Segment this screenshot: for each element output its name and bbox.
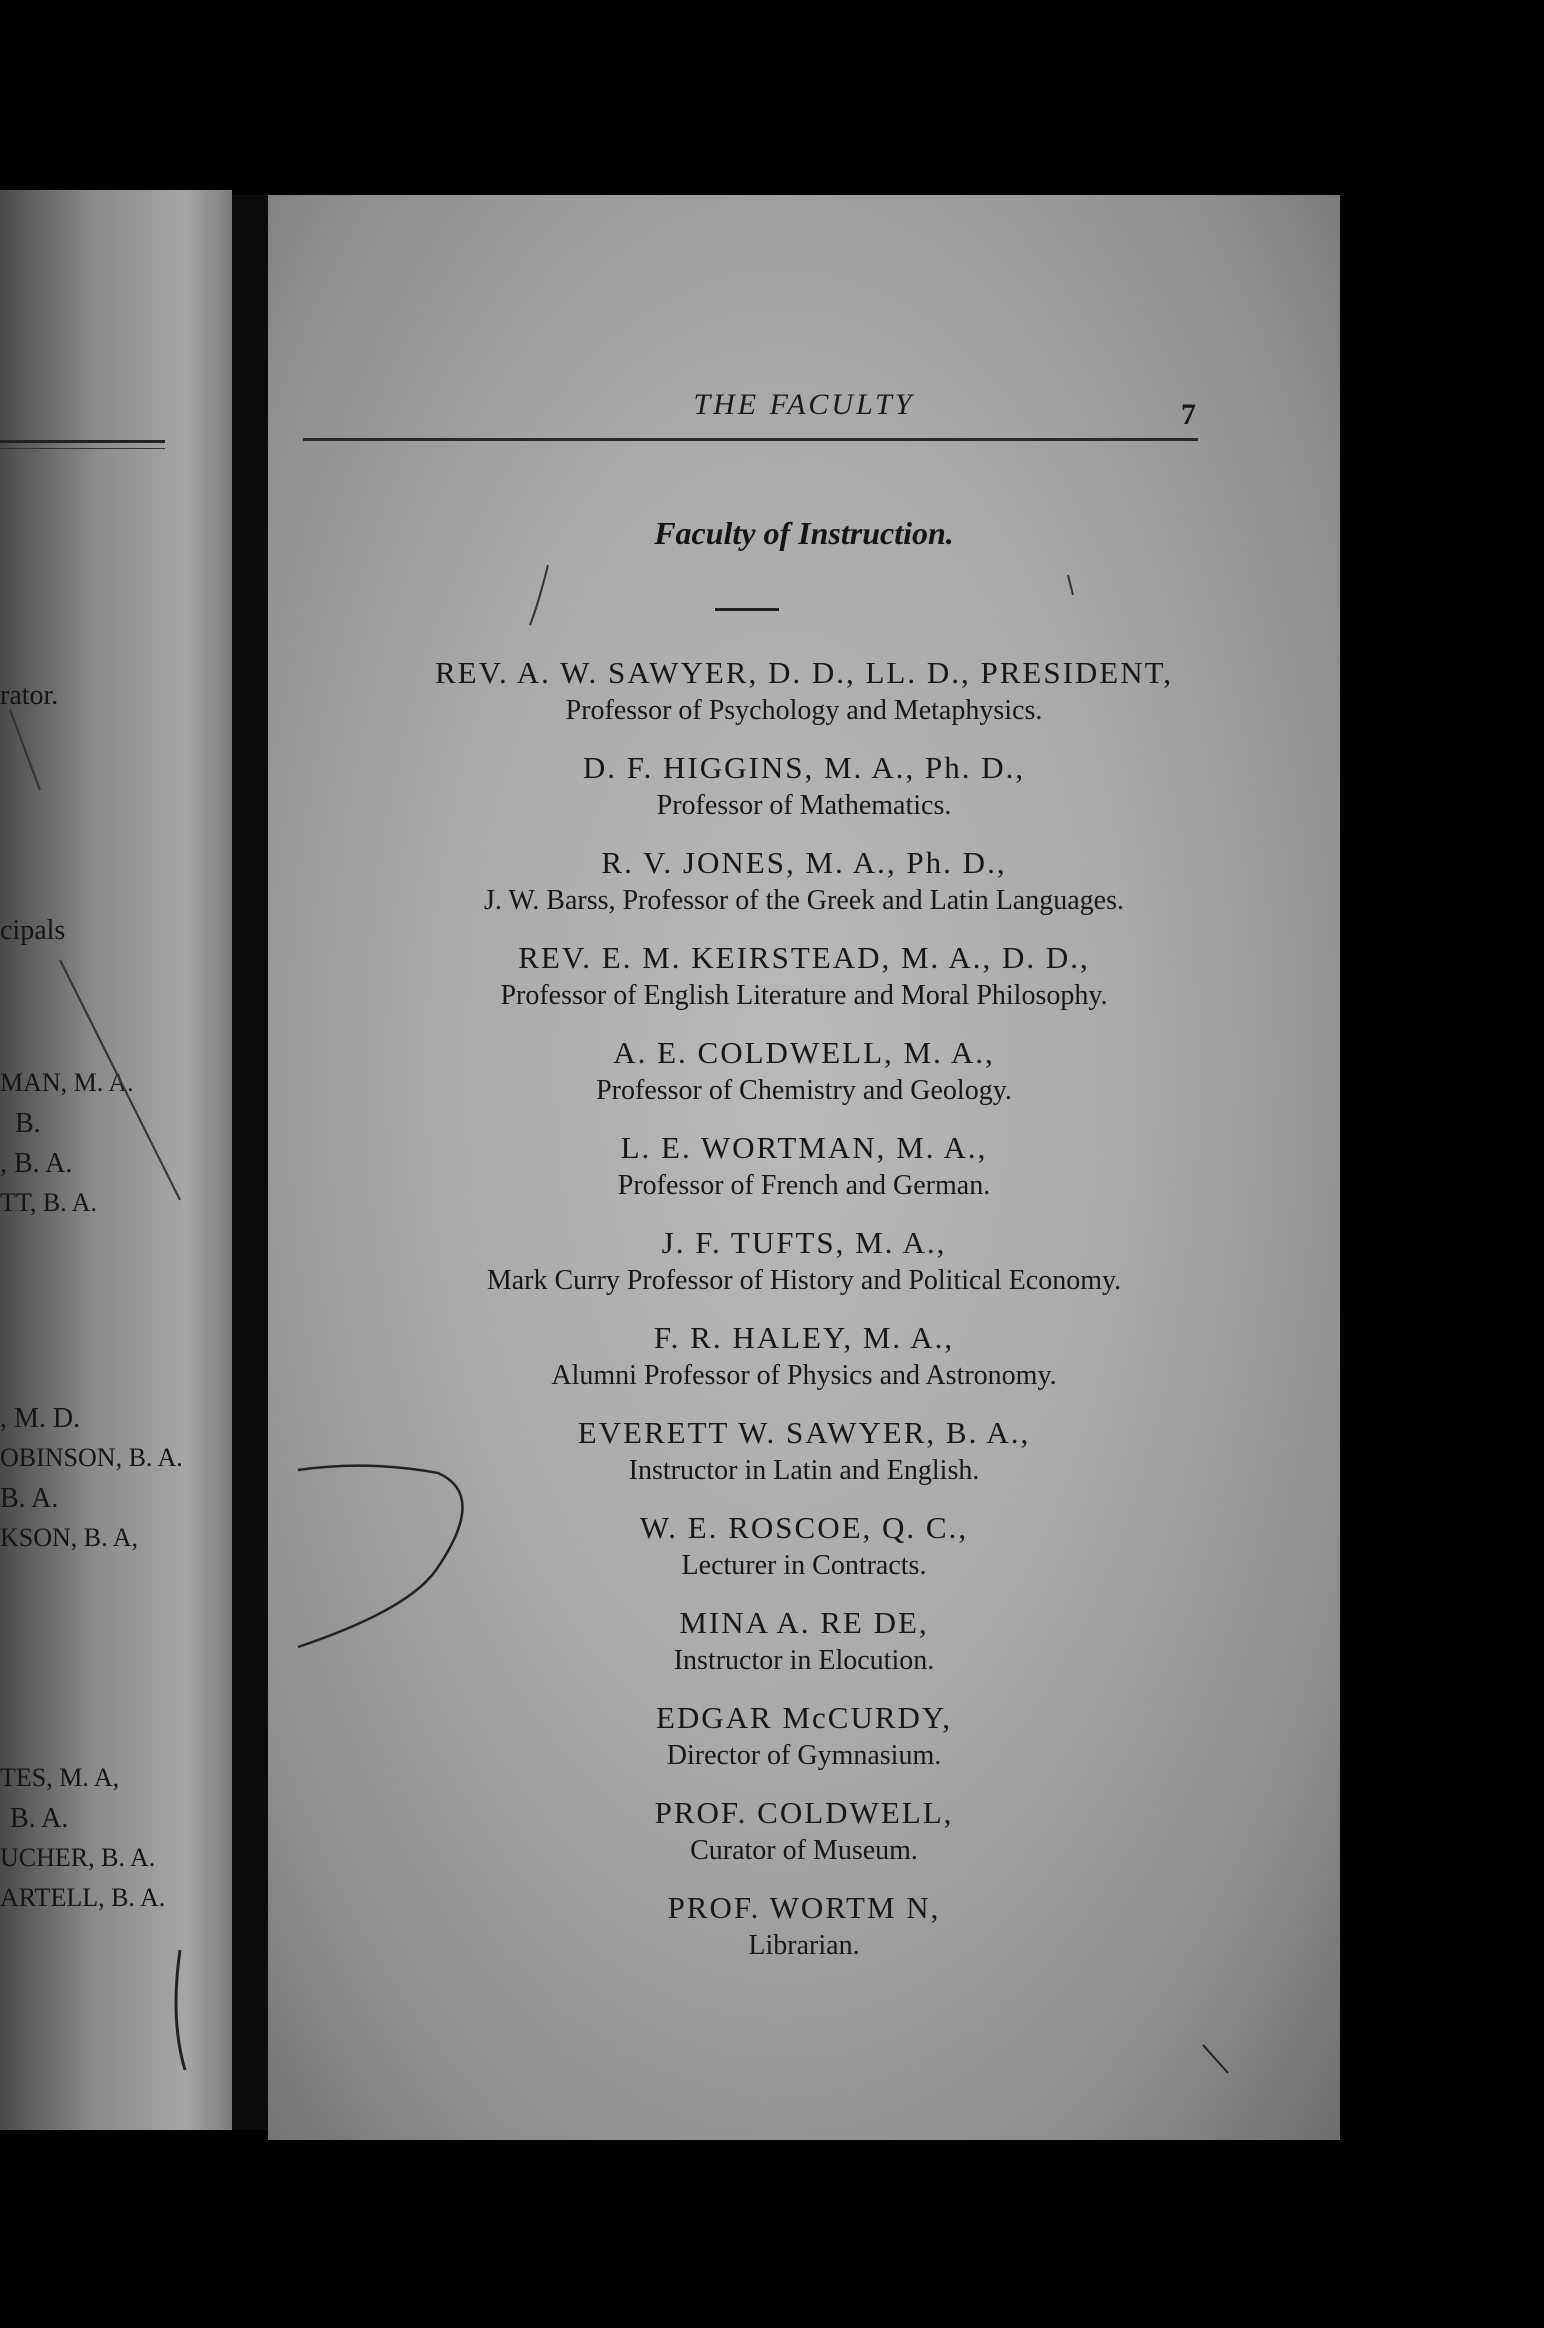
faculty-entry bbox=[268, 750, 1340, 845]
left-page-rule bbox=[0, 440, 165, 443]
faculty-role: Professor of Chemistry and Geology. bbox=[596, 1075, 1012, 1106]
faculty-name: REV. A. W. SAWYER, D. D., LL. D., PRESIDENT, bbox=[435, 655, 1173, 690]
faculty-entry bbox=[268, 1225, 1340, 1320]
faculty-entry bbox=[268, 1130, 1340, 1225]
faculty-name: F. R. HALEY, M. A., bbox=[653, 1320, 955, 1355]
faculty-role: Curator of Museum. bbox=[690, 1835, 918, 1866]
faculty-role: Professor of Mathematics. bbox=[656, 790, 952, 821]
left-fragment: B. A. bbox=[0, 1483, 59, 1514]
faculty-entry bbox=[268, 1035, 1340, 1130]
faculty-role: Professor of English Literature and Moral Philosophy. bbox=[500, 980, 1108, 1011]
faculty-role: Professor of French and German. bbox=[617, 1170, 991, 1201]
faculty-entry bbox=[268, 1510, 1340, 1605]
faculty-list bbox=[268, 655, 1340, 1985]
faculty-entry bbox=[268, 1320, 1340, 1415]
left-page-fragment bbox=[0, 190, 232, 2130]
left-fragment: OBINSON, B. A. bbox=[0, 1443, 183, 1472]
left-fragment: cipals bbox=[0, 915, 66, 946]
faculty-name: MINA A. RE DE, bbox=[679, 1605, 929, 1640]
faculty-role: Director of Gymnasium. bbox=[666, 1740, 942, 1771]
section-title: Faculty of Instruction. bbox=[654, 515, 954, 551]
faculty-name: EDGAR McCURDY, bbox=[655, 1700, 953, 1735]
header-rule bbox=[303, 438, 1198, 441]
faculty-role: Professor of Psychology and Metaphysics. bbox=[565, 695, 1043, 726]
faculty-name: EVERETT W. SAWYER, B. A., bbox=[577, 1415, 1031, 1450]
faculty-entry bbox=[268, 655, 1340, 750]
faculty-entry bbox=[268, 940, 1340, 1035]
left-fragment: rator. bbox=[0, 680, 59, 711]
faculty-name: REV. E. M. KEIRSTEAD, M. A., D. D., bbox=[518, 940, 1090, 975]
book-gutter bbox=[232, 195, 268, 2130]
left-fragment: , B. A. bbox=[0, 1148, 73, 1179]
faculty-role: J. W. Barss, Professor of the Greek and Latin Languages. bbox=[484, 885, 1124, 916]
left-fragment: MAN, M. A. bbox=[0, 1068, 134, 1097]
faculty-role: Instructor in Elocution. bbox=[673, 1645, 935, 1676]
left-fragment: , M. D. bbox=[0, 1403, 81, 1434]
faculty-name: W. E. ROSCOE, Q. C., bbox=[639, 1510, 969, 1545]
left-page-rule-thin bbox=[0, 448, 165, 449]
faculty-entry bbox=[268, 1605, 1340, 1700]
faculty-name: A. E. COLDWELL, M. A., bbox=[613, 1035, 995, 1070]
faculty-role: Mark Curry Professor of History and Political Economy. bbox=[486, 1265, 1122, 1296]
faculty-entry bbox=[268, 1795, 1340, 1890]
left-fragment: B. bbox=[15, 1108, 41, 1139]
faculty-role: Librarian. bbox=[748, 1930, 860, 1961]
faculty-role: Alumni Professor of Physics and Astronomy. bbox=[551, 1360, 1057, 1391]
left-fragment: ARTELL, B. A. bbox=[0, 1883, 166, 1912]
faculty-role: Lecturer in Contracts. bbox=[681, 1550, 927, 1581]
left-fragment: TES, M. A, bbox=[0, 1763, 120, 1792]
running-title: THE FACULTY bbox=[693, 388, 915, 421]
section-divider bbox=[715, 608, 779, 611]
faculty-name: PROF. COLDWELL, bbox=[654, 1795, 954, 1830]
faculty-role: Instructor in Latin and English. bbox=[628, 1455, 980, 1486]
page-number: 7 bbox=[1181, 398, 1196, 431]
faculty-name: D. F. HIGGINS, M. A., Ph. D., bbox=[582, 750, 1026, 785]
faculty-name: PROF. WORTM N, bbox=[667, 1890, 941, 1925]
left-fragment: TT, B. A. bbox=[0, 1188, 98, 1217]
left-fragment: UCHER, B. A. bbox=[0, 1843, 156, 1872]
left-fragment: B. A. bbox=[10, 1803, 69, 1834]
faculty-entry bbox=[268, 845, 1340, 940]
faculty-entry bbox=[268, 1415, 1340, 1510]
faculty-name: L. E. WORTMAN, M. A., bbox=[620, 1130, 988, 1165]
faculty-name: R. V. JONES, M. A., Ph. D., bbox=[601, 845, 1007, 880]
faculty-entry bbox=[268, 1700, 1340, 1795]
faculty-name: J. F. TUFTS, M. A., bbox=[661, 1225, 947, 1260]
faculty-entry bbox=[268, 1890, 1340, 1985]
left-fragment: KSON, B. A, bbox=[0, 1523, 138, 1552]
right-page bbox=[268, 195, 1340, 2140]
